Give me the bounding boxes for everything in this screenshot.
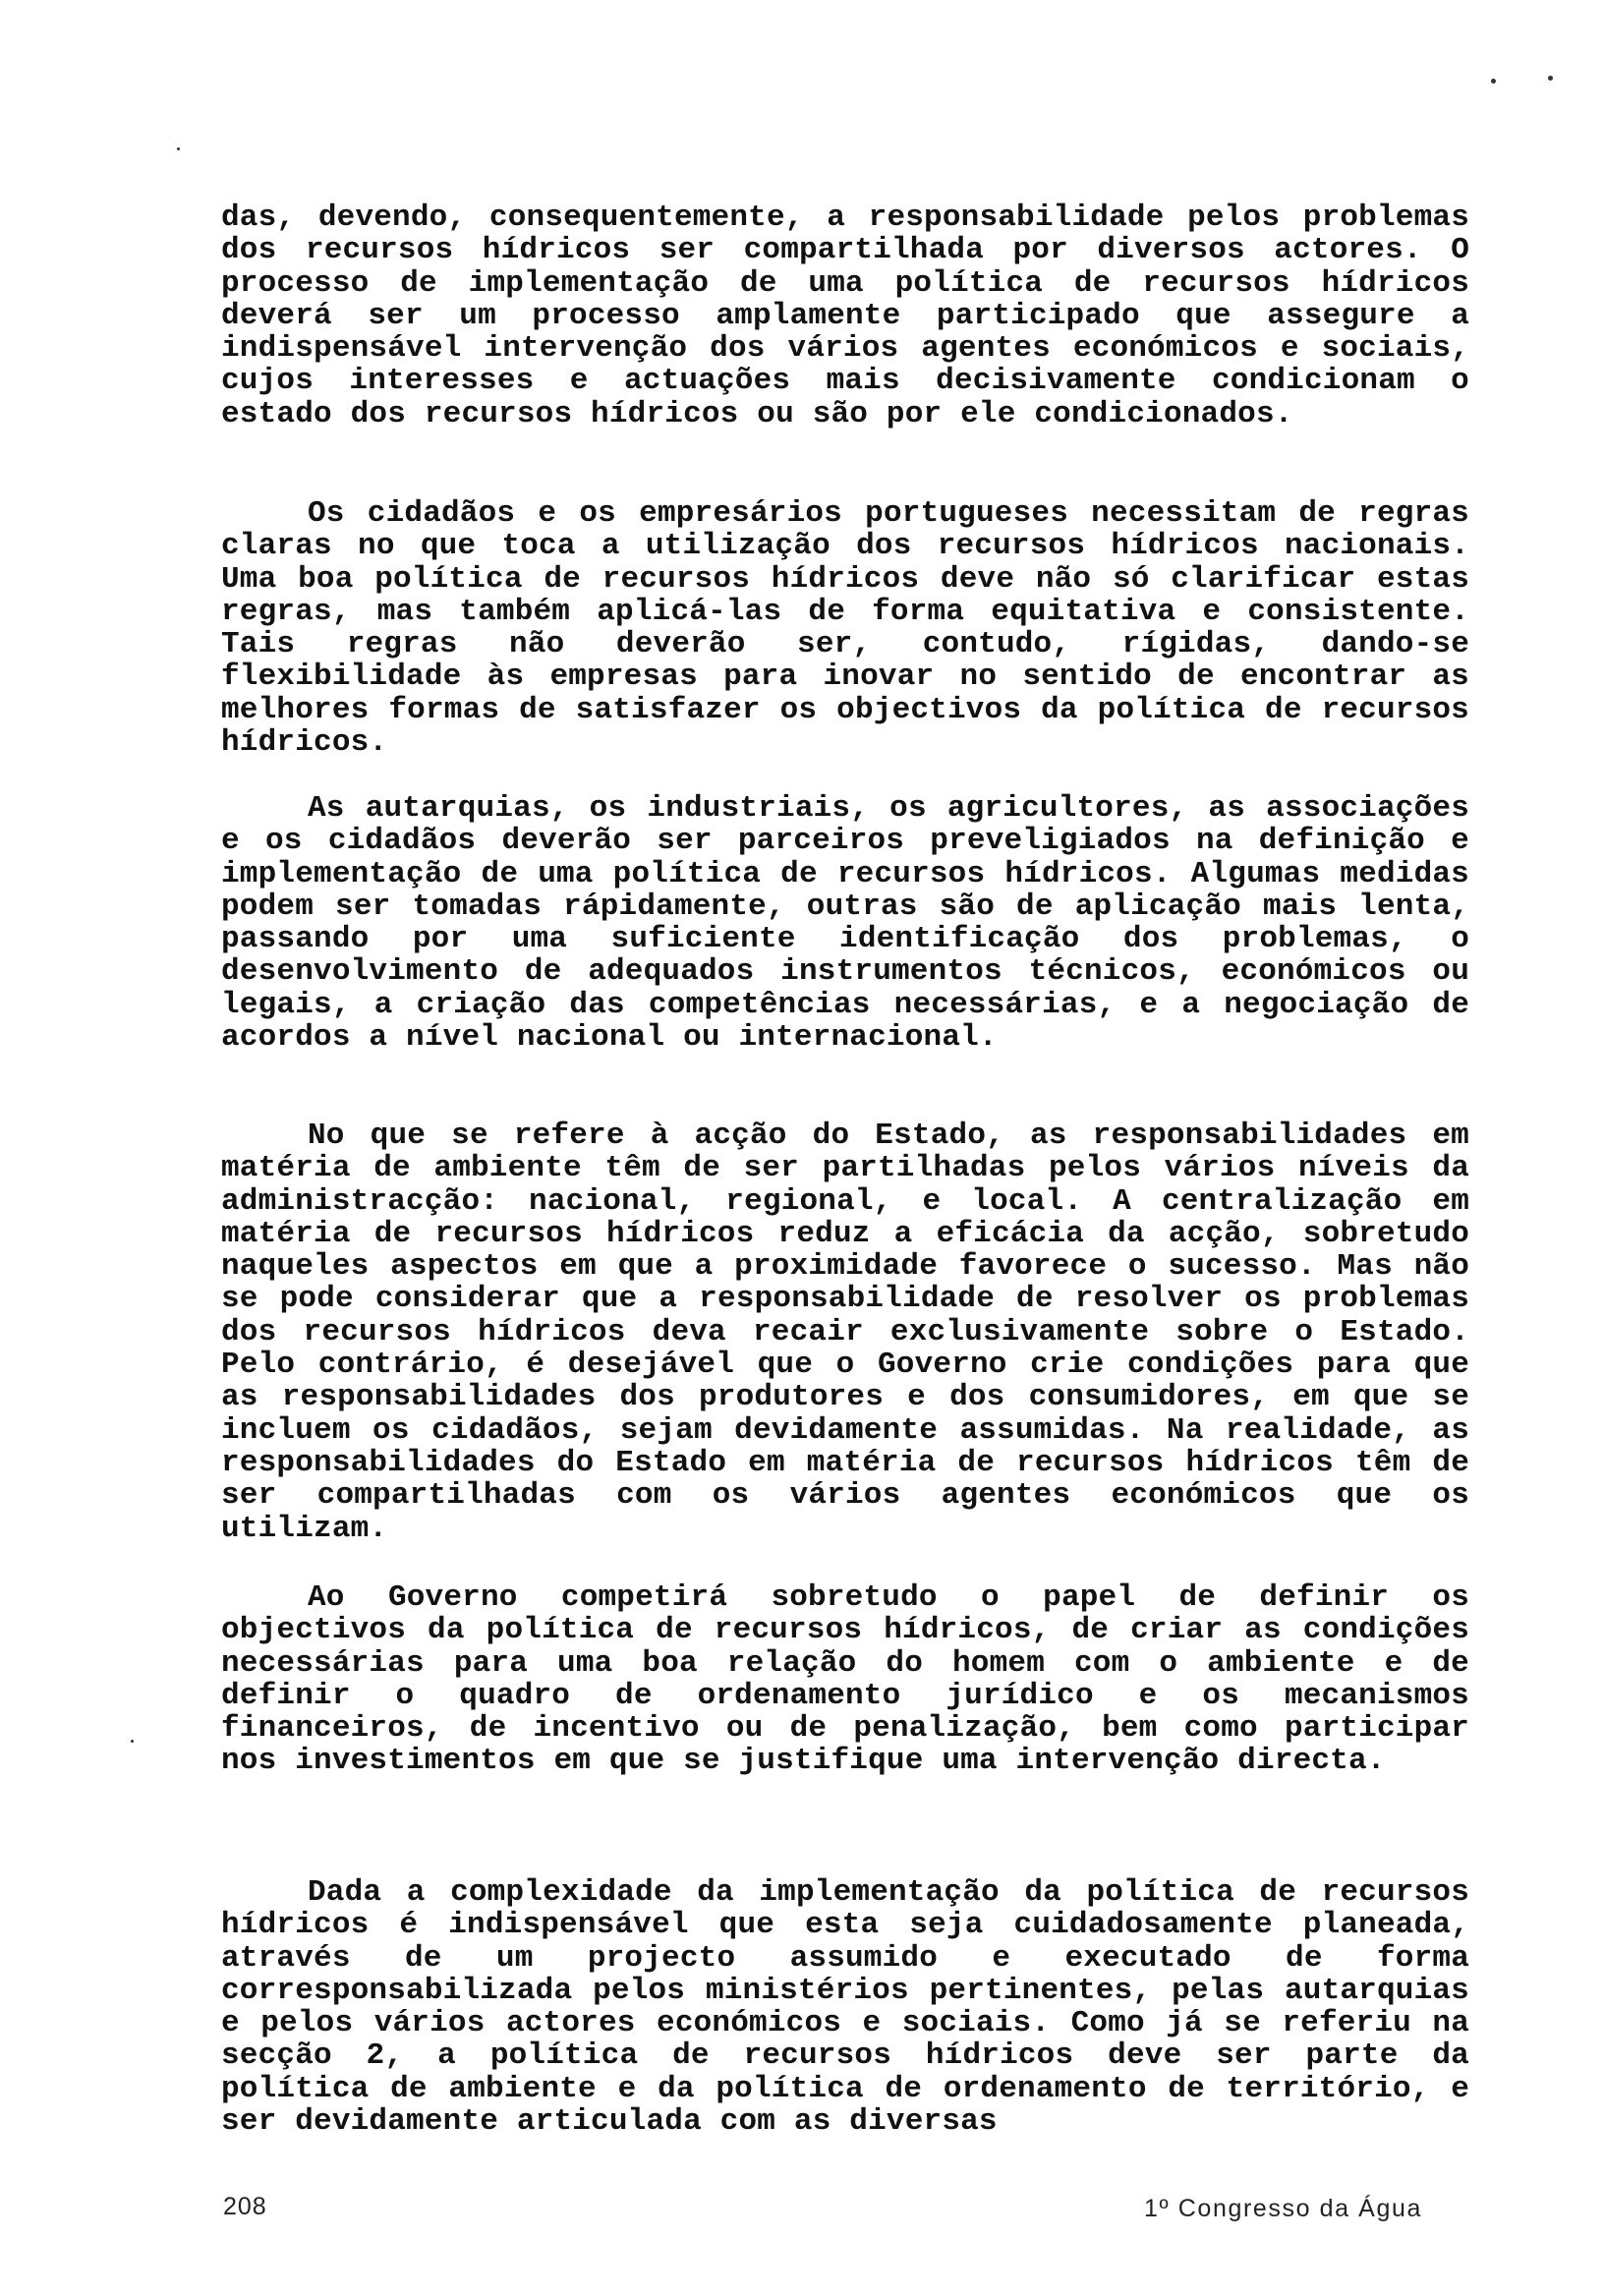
scan-speck	[177, 147, 180, 150]
paragraph-partners: As autarquias, os industriais, os agricultores, as associações e os cidadãos deverão ser parceiros preveligiados na definição e implementação de uma política de recursos hídricos. Algumas medidas podem ser tomadas rápidamente, outras são de aplicação mais lenta, passando por uma suficiente identificação dos problemas, o desenvolvimento de adequados instrumentos técnicos, económicos ou legais, a criação das competências necessárias, e a negociação de acordos a nível nacional ou internacional.	[221, 791, 1469, 1056]
paragraph-implementation: Dada a complexidade da implementação da política de recursos hídricos é indispensável que esta seja cuidadosamente planeada, através de um projecto assumido e executado de forma corresponsabilizada pelos ministérios pertinentes, pelas autarquias e pelos vários actores económicos e sociais. Como já se referiu na secção 2, a política de recursos hídricos deve ser parte da política de ambiente e da política de ordenamento de território, e ser devidamente articulada com as diversas	[221, 1875, 1469, 2140]
scan-speck	[1548, 76, 1553, 81]
paragraph-state-action: No que se refere à acção do Estado, as responsabilidades em matéria de ambiente têm de ser partilhadas pelos vários níveis da administracção: nacional, regional, e local. A centralização em matéria de recursos hídricos reduz a eficácia da acção, sobretudo naqueles aspectos em que a proximidade favorece o sucesso. Mas não se pode considerar que a responsabilidade de resolver os problemas dos recursos hídricos deva recair exclusivamente sobre o Estado. Pelo contrário, é desejável que o Governo crie condições para que as responsabilidades dos produtores e dos consumidores, em que se incluem os cidadãos, sejam devidamente assumidas. Na realidade, as responsabilidades do Estado em matéria de recursos hídricos têm de ser compartilhadas com os vários agentes económicos que os utilizam.	[221, 1119, 1469, 1546]
paragraph-continuation: das, devendo, consequentemente, a responsabilidade pelos problemas dos recursos hídricos ser compartilhada por diversos actores. O processo de implementação de uma política de recursos hídricos deverá ser um processo amplamente participado que assegure a indispensável intervenção dos vários agentes económicos e sociais, cujos interesses e actuações mais decisivamente condicionam o estado dos recursos hídricos ou são por ele condicionados.	[221, 201, 1469, 431]
footer-publication-title: 1º Congresso da Água	[1144, 2195, 1422, 2222]
page-number: 208	[223, 2193, 267, 2220]
scan-speck	[131, 1740, 134, 1743]
scan-speck	[1491, 79, 1496, 84]
paragraph-citizens-rules: Os cidadãos e os empresários portugueses necessitam de regras claras no que toca a utilização dos recursos hídricos nacionais. Uma boa política de recursos hídricos deve não só clarificar estas regras, mas também aplicá-las de forma equitativa e consistente. Tais regras não deverão ser, contudo, rígidas, dando-se flexibilidade às empresas para inovar no sentido de encontrar as melhores formas de satisfazer os objectivos da política de recursos hídricos.	[221, 496, 1469, 761]
paragraph-government-role: Ao Governo competirá sobretudo o papel de definir os objectivos da política de recursos hídricos, de criar as condições necessárias para uma boa relação do homem com o ambiente e de definir o quadro de ordenamento jurídico e os mecanismos financeiros, de incentivo ou de penalização, bem como participar nos investimentos em que se justifique uma intervenção directa.	[221, 1580, 1469, 1779]
